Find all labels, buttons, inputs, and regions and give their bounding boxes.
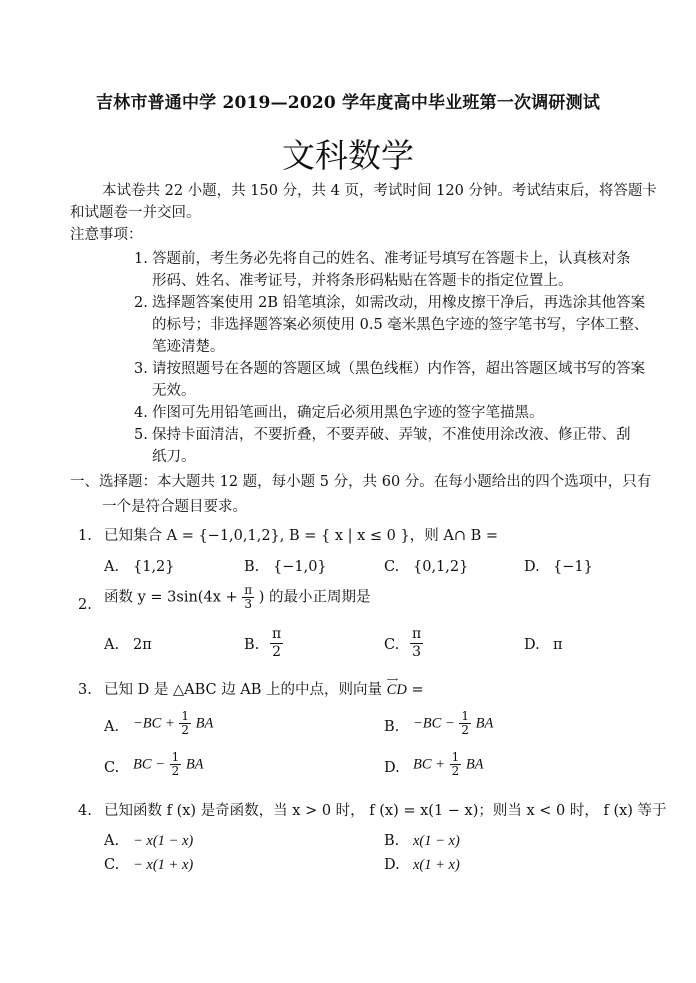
note-line: 笔迹清楚。 <box>152 339 225 355</box>
option-fraction <box>270 626 283 661</box>
fraction-numerator: 1 <box>461 709 469 723</box>
note-line: 的标号；非选择题答案必须使用 0.5 毫米黑色字迹的签字笔书写，字体工整、 <box>152 317 649 333</box>
vector-arrow-icon: ⟶ <box>386 675 398 684</box>
option-text: π <box>553 637 563 653</box>
fraction-denominator: 3 <box>244 597 253 611</box>
note-line: 选择题答案使用 2B 铅笔填涂，如需改动，用橡皮擦干净后，再选涂其他答案 <box>152 295 646 311</box>
fraction-denominator: 3 <box>412 644 422 660</box>
option-label: A. <box>104 719 120 735</box>
option-expression <box>133 751 204 778</box>
note-line: 答题前，考生务必先将自己的姓名、准考证号填写在答题卡上，认真核对条 <box>152 251 631 267</box>
section-heading-cont: 一个是符合题目要求。 <box>102 499 247 515</box>
option-text: x(1 − x) <box>413 833 460 849</box>
option-label: D. <box>524 637 540 653</box>
expr-post: BA <box>195 715 214 732</box>
exam-subject: 文科数学 <box>282 136 414 175</box>
option-label: D. <box>384 760 400 776</box>
intro-line-2: 和试题卷一并交回。 <box>70 205 201 221</box>
intro-line-1: 本试卷共 22 小题，共 150 分，共 4 页，考试时间 120 分钟。考试结束后，将答题卡 <box>102 183 657 199</box>
note-line: 无效。 <box>152 383 196 399</box>
option-label: B. <box>244 559 260 575</box>
option-text: 2π <box>133 637 152 653</box>
fraction-denominator: 2 <box>272 644 282 660</box>
note-number: 3. <box>134 361 148 377</box>
expr-post: BA <box>185 756 204 773</box>
option-label: B. <box>384 833 400 849</box>
question-stem <box>104 675 424 701</box>
option-text: − x(1 − x) <box>133 833 194 849</box>
option-fraction <box>410 626 423 661</box>
question-number: 1. <box>78 528 92 544</box>
expr-post: BA <box>465 756 484 773</box>
fraction-numerator: π <box>412 626 422 642</box>
note-number: 2. <box>134 295 148 311</box>
option-text: {−1,0} <box>273 559 327 575</box>
fraction-denominator: 2 <box>451 764 460 778</box>
section-heading: 一、选择题：本大题共 12 题，每小题 5 分，共 60 分。在每小题给出的四个选项中，只有 <box>70 474 652 490</box>
option-text: − x(1 + x) <box>133 857 194 873</box>
option-label: B. <box>384 719 400 735</box>
question-stem: 已知集合 A = {−1,0,1,2}, B = { x | x ≤ 0 }，则 A∩ B = <box>104 528 498 544</box>
option-text: {−1} <box>553 559 593 575</box>
option-label: C. <box>104 857 120 873</box>
note-line: 请按照题号在各题的答题区域（黑色线框）内作答，超出答题区域书写的答案 <box>152 361 645 377</box>
fraction-denominator: 2 <box>171 764 180 778</box>
note-line: 保持卡面清洁，不要折叠，不要弄破、弄皱，不准使用涂改液、修正带、刮 <box>152 427 631 443</box>
option-label: B. <box>244 637 260 653</box>
expr-post: BA <box>475 715 494 732</box>
option-text: {1,2} <box>133 559 175 575</box>
option-expression <box>133 710 213 737</box>
exam-title: 吉林市普通中学 2019—2020 学年度高中毕业班第一次调研测试 <box>95 93 601 113</box>
option-expression <box>413 751 484 778</box>
question-stem: 已知函数 f (x) 是奇函数，当 x > 0 时， f (x) = x(1 − x)；则当 x < 0 时， f (x) 等于 <box>104 803 667 819</box>
note-number: 4. <box>134 405 148 421</box>
fraction-numerator: 1 <box>451 750 460 764</box>
question-number: 4. <box>78 803 92 819</box>
option-label: D. <box>384 857 400 873</box>
note-line: 作图可先用铅笔画出，确定后必须用黑色字迹的签字笔描黑。 <box>152 405 544 421</box>
fraction-numerator: 1 <box>181 709 189 723</box>
option-label: A. <box>104 833 120 849</box>
option-text: {0,1,2} <box>413 559 469 575</box>
note-number: 5. <box>134 427 148 443</box>
note-line: 纸刀。 <box>152 449 196 465</box>
option-label: C. <box>384 637 400 653</box>
stem-text: ) 的最小正周期是 <box>258 589 371 606</box>
expr-pre: −BC − <box>413 715 455 732</box>
stem-text: = <box>411 682 424 698</box>
question-stem <box>104 584 371 611</box>
stem-text: 已知 D 是 △ABC 边 AB 上的中点，则向量 <box>104 682 383 698</box>
fraction-numerator: 1 <box>171 750 180 764</box>
note-line: 形码、姓名、准考证号，并将条形码粘贴在答题卡的指定位置上。 <box>152 273 573 289</box>
question-number: 3. <box>78 682 92 698</box>
option-label: C. <box>384 559 400 575</box>
vector-cd: ⟶ CD <box>387 679 407 701</box>
fraction-denominator: 2 <box>461 723 469 737</box>
expr-pre: BC + <box>413 756 445 773</box>
option-label: D. <box>524 559 540 575</box>
note-number: 1. <box>134 251 148 267</box>
option-label: C. <box>104 760 120 776</box>
fraction-denominator: 2 <box>181 723 189 737</box>
option-label: A. <box>104 559 120 575</box>
expr-pre: −BC + <box>133 715 175 732</box>
expr-pre: BC − <box>133 756 165 773</box>
fraction-numerator: π <box>272 626 282 642</box>
fraction <box>242 584 254 611</box>
option-text: x(1 + x) <box>413 857 460 873</box>
option-expression <box>413 710 493 737</box>
fraction-numerator: π <box>244 583 253 597</box>
question-number: 2. <box>78 597 92 613</box>
stem-text: 函数 y = 3sin(4x + <box>104 589 238 606</box>
notes-heading: 注意事项： <box>70 227 143 243</box>
option-label: A. <box>104 637 120 653</box>
